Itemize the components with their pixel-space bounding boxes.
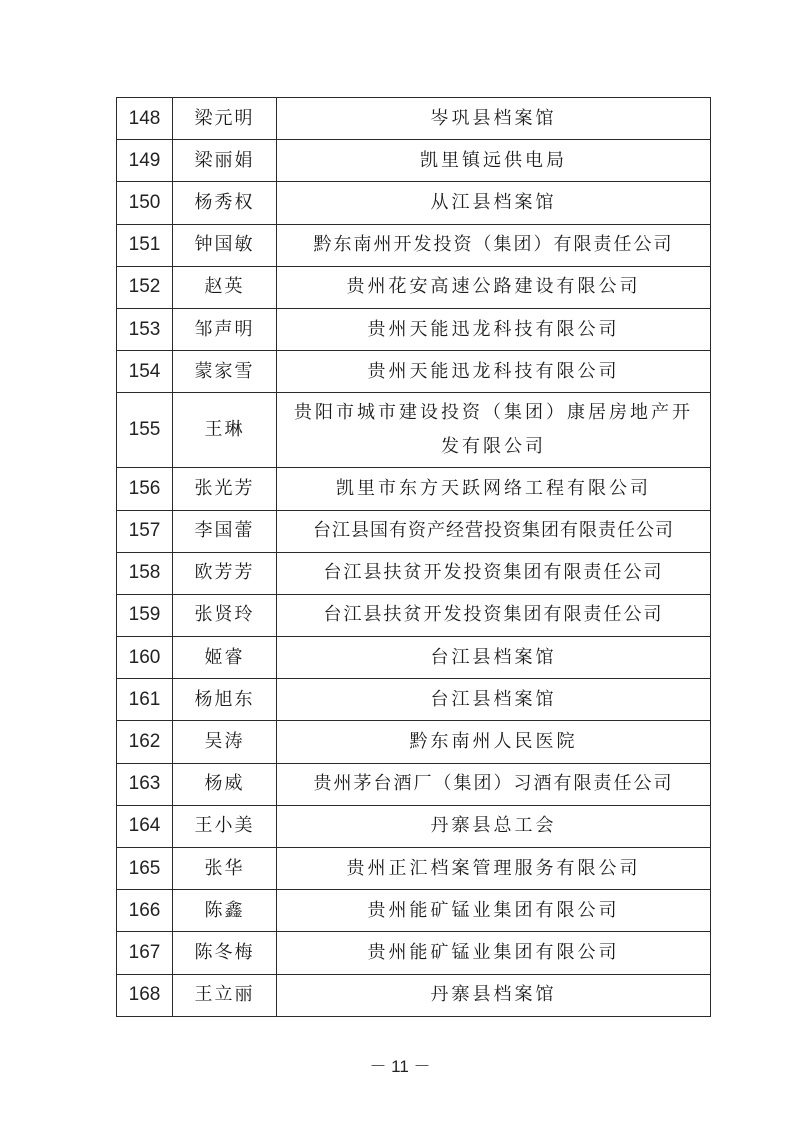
person-name: 王立丽 <box>173 974 277 1016</box>
table-row <box>117 98 711 140</box>
person-name: 杨威 <box>173 763 277 805</box>
table-row <box>117 266 711 308</box>
organization: 丹寨县档案馆 <box>277 974 711 1016</box>
organization: 丹寨县总工会 <box>277 805 711 847</box>
name-list-table <box>116 97 711 1017</box>
organization: 贵州能矿锰业集团有限公司 <box>277 890 711 932</box>
organization: 台江县扶贫开发投资集团有限责任公司 <box>277 594 711 636</box>
row-number: 156 <box>117 468 173 510</box>
table-row <box>117 308 711 350</box>
person-name: 吴涛 <box>173 721 277 763</box>
table-row <box>117 932 711 974</box>
row-number: 159 <box>117 594 173 636</box>
table-row <box>117 805 711 847</box>
table-row <box>117 890 711 932</box>
table-row <box>117 224 711 266</box>
person-name: 张贤玲 <box>173 594 277 636</box>
row-number: 149 <box>117 140 173 182</box>
person-name: 陈鑫 <box>173 890 277 932</box>
row-number: 151 <box>117 224 173 266</box>
row-number: 152 <box>117 266 173 308</box>
row-number: 150 <box>117 182 173 224</box>
organization: 凯里市东方天跃网络工程有限公司 <box>277 468 711 510</box>
organization: 台江县扶贫开发投资集团有限责任公司 <box>277 552 711 594</box>
person-name: 王琳 <box>173 393 277 468</box>
person-name: 李国蕾 <box>173 510 277 552</box>
person-name: 张华 <box>173 848 277 890</box>
table-row <box>117 637 711 679</box>
organization: 从江县档案馆 <box>277 182 711 224</box>
person-name: 杨秀权 <box>173 182 277 224</box>
person-name: 蒙家雪 <box>173 351 277 393</box>
person-name: 陈冬梅 <box>173 932 277 974</box>
row-number: 158 <box>117 552 173 594</box>
person-name: 邹声明 <box>173 308 277 350</box>
person-name: 钟国敏 <box>173 224 277 266</box>
organization: 贵州天能迅龙科技有限公司 <box>277 351 711 393</box>
organization: 岑巩县档案馆 <box>277 98 711 140</box>
row-number: 148 <box>117 98 173 140</box>
row-number: 154 <box>117 351 173 393</box>
row-number: 162 <box>117 721 173 763</box>
row-number: 165 <box>117 848 173 890</box>
row-number: 155 <box>117 393 173 468</box>
person-name: 王小美 <box>173 805 277 847</box>
table-row <box>117 679 711 721</box>
table-row <box>117 393 711 468</box>
table-row <box>117 974 711 1016</box>
table-row <box>117 594 711 636</box>
row-number: 168 <box>117 974 173 1016</box>
row-number: 161 <box>117 679 173 721</box>
organization: 贵州花安高速公路建设有限公司 <box>277 266 711 308</box>
table-row <box>117 510 711 552</box>
table-row <box>117 763 711 805</box>
organization: 黔东南州人民医院 <box>277 721 711 763</box>
row-number: 160 <box>117 637 173 679</box>
organization: 台江县档案馆 <box>277 637 711 679</box>
person-name: 姬睿 <box>173 637 277 679</box>
row-number: 153 <box>117 308 173 350</box>
name-list-table-container <box>116 97 710 1017</box>
table-row <box>117 140 711 182</box>
person-name: 张光芳 <box>173 468 277 510</box>
table-row <box>117 182 711 224</box>
table-row <box>117 721 711 763</box>
table-row <box>117 351 711 393</box>
person-name: 赵英 <box>173 266 277 308</box>
person-name: 梁元明 <box>173 98 277 140</box>
organization: 贵州茅台酒厂（集团）习酒有限责任公司 <box>277 763 711 805</box>
row-number: 164 <box>117 805 173 847</box>
table-row <box>117 848 711 890</box>
organization: 黔东南州开发投资（集团）有限责任公司 <box>277 224 711 266</box>
person-name: 杨旭东 <box>173 679 277 721</box>
organization: 凯里镇远供电局 <box>277 140 711 182</box>
table-row <box>117 468 711 510</box>
page-number: － 11 － <box>369 1057 431 1076</box>
row-number: 167 <box>117 932 173 974</box>
organization: 贵州正汇档案管理服务有限公司 <box>277 848 711 890</box>
organization: 贵阳市城市建设投资（集团）康居房地产开发有限公司 <box>277 393 711 468</box>
row-number: 163 <box>117 763 173 805</box>
organization: 台江县国有资产经营投资集团有限责任公司 <box>277 510 711 552</box>
person-name: 梁丽娟 <box>173 140 277 182</box>
row-number: 166 <box>117 890 173 932</box>
row-number: 157 <box>117 510 173 552</box>
organization: 贵州天能迅龙科技有限公司 <box>277 308 711 350</box>
person-name: 欧芳芳 <box>173 552 277 594</box>
table-row <box>117 552 711 594</box>
organization: 台江县档案馆 <box>277 679 711 721</box>
organization: 贵州能矿锰业集团有限公司 <box>277 932 711 974</box>
